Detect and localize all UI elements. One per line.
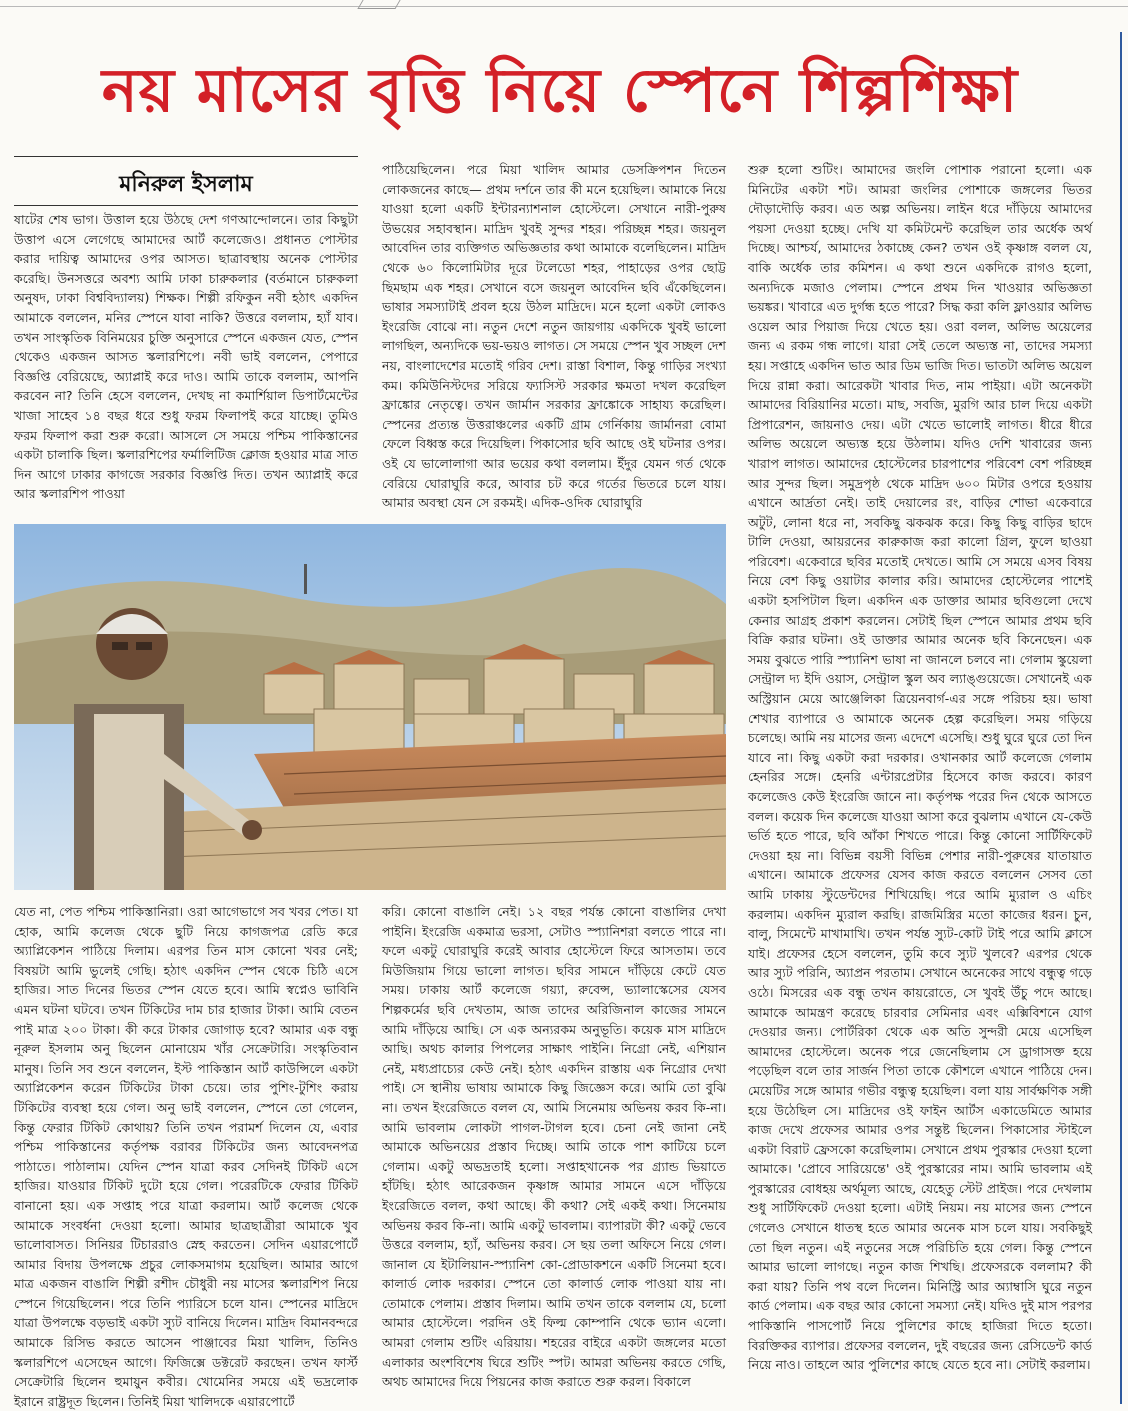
byline: মনিরুল ইসলাম xyxy=(119,171,253,197)
article-column-1-bottom xyxy=(14,902,358,1409)
photo xyxy=(14,524,726,890)
paragraph: পাঠিয়েছিলেন। পরে মিয়া খালিদ আমার ডেসক্রিপশন দিতেন লোকজনের কাছে— প্রথম দর্শনে তার কী মনে হয়েছিল। আমাকে নিয়ে যাওয়া হলো একটি ইন্টারন্যাশনাল হোস্টেলে। সেখানে নারী-পুরুষ উভয়ের সহাবস্থান। মাদ্রিদ খুবই সুন্দর শহর। পরিচ্ছন্ন শহর। জয়নুল আবেদিন তার ব্যক্তিগত অভিজ্ঞতার কথা আমাকে বলেছিলেন। মাদ্রিদ থেকে ৬০ কিলোমিটার দূরে টলেডো শহর, পাহাড়ের ওপর ছোট্ট ছিমছাম এক শহর। সেখানে বসে জয়নুল আবেদিন ছবি এঁকেছিলেন। ভাষার সমস্যাটাই প্রবল হয়ে উঠল মাদ্রিদে। মনে হলো একটা লোকও ইংরেজি বোঝে না। নতুন দেশে নতুন জায়গায় একদিকে খুবই ভালো লাগছিল, অন্যদিকে ভয়-ভয়ও লাগত। সে সময়ে স্পেন খুব সচ্ছল দেশ নয়, বাংলাদেশের মতোই গরিব দেশ। রাস্তা বিশাল, কিন্তু গাড়ির সংখ্যা কম। কমিউনিস্টদের সরিয়ে ফ্যাসিস্ট সরকার ক্ষমতা দখল করেছিল ফ্রাঙ্কোর নেতৃত্বে। তখন জার্মান সরকার ফ্রাঙ্কোকে সাহায্য করেছিল। স্পেনের প্রত্যন্ত উত্তরাঞ্চলের একটি গ্রাম গের্নিকায় জার্মানরা বোমা ফেলে বিধ্বস্ত করে দিয়েছিল। পিকাসোর ছবি আছে ওই ঘটনার ওপর। ওই যে ভালোলাগা আর ভয়ের কথা বললাম। ইঁদুর যেমন গর্ত থেকে বেরিয়ে ঘোরাঘুরি করে, আবার চট করে গর্তের ভিতরে চলে যায়। আমার অবস্থা যেন সে রকমই। এদিক-ওদিক ঘোরাঘুরি xyxy=(382,162,726,511)
article-column-2-top xyxy=(382,160,726,518)
headline: নয় মাসের বৃত্তি নিয়ে স্পেনে শিল্পশিক্ষা xyxy=(101,56,1019,126)
top-rule xyxy=(0,0,1128,7)
photo-artist-on-rooftop-icon xyxy=(14,524,726,890)
top-tab-decoration xyxy=(357,0,400,9)
byline-box xyxy=(14,156,358,206)
article-column-3 xyxy=(748,160,1092,1398)
paragraph: ষাটের শেষ ভাগ। উত্তাল হয়ে উঠছে দেশ গণআন্দোলনে। তার কিছুটা উত্তাপ এসে লেগেছে আমাদের আর্ট কলেজেও। প্রধানত পোস্টার করার দায়িত্ব আমাদের ওপর আসত। ছাত্রাবস্থায় অনেক পোস্টার করেছি। উনসত্তরে অবশ্য আমি ঢাকা চারুকলার (বর্তমানে চারুকলা অনুষদ, ঢাকা বিশ্ববিদ্যালয়) শিক্ষক। শিল্পী রফিকুন নবী হঠাৎ একদিন আমাকে বললেন, মনির স্পেনে যাবা নাকি? উত্তরে বললাম, হ্যাঁ যাব। তখন সাংস্কৃতিক বিনিময়ের চুক্তি অনুসারে স্পেনে একজন যেত, স্পেন থেকেও একজন আসত স্কলারশিপে। নবী ভাই বললেন, পেপারে বিজ্ঞপ্তি বেরিয়েছে, অ্যাপ্লাই করে দাও। আমি তাকে বললাম, আপনি করবেন না? তিনি হেসে বললেন, দেখছ না কমার্শিয়াল ডিপার্টমেন্টের খাজা সাহেব ১৪ বছর ধরে শুধু ফরম ফিলাপই করে যাচ্ছে। তুমিও ফরম ফিলাপ করা শুরু করো। আসলে সে সময়ে পশ্চিম পাকিস্তানের একটা চালাকি ছিল। স্কলারশিপের ফর্মালিটিজ ক্লোজ হওয়ার মাত্র সাত দিন আগে ঢাকার কাগজে সরকার বিজ্ঞপ্তি দিত। তখন অ্যাপ্লাই করে আর স্কলারশিপ পাওয়া xyxy=(14,212,358,502)
right-accent-bar xyxy=(1120,32,1128,1404)
article-column-1-top xyxy=(14,210,358,518)
article-column-2-bottom xyxy=(382,902,726,1398)
paragraph: শুরু হলো শুটিং। আমাদের জংলি পোশাক পরানো হলো। এক মিনিটের একটা শট। আমরা জংলির পোশাকে জঙ্গলের ভিতর দৌড়াদৌড়ি করব। এত অল্প অভিনয়। লাইন ধরে দাঁড়িয়ে আমাদের পয়সা দেওয়া হচ্ছে। দেখি যা কমিটমেন্ট করেছিল তার অর্ধেক অর্থ দিচ্ছে। আশ্চর্য, আমাদের ঠকাচ্ছে কেন? তখন ওই কৃষ্ণাঙ্গ বলল যে, বাকি অর্ধেক তার কমিশন। এ কথা শুনে একদিকে রাগও হলো, অন্যদিকে মজাও পেলাম। স্পেনে প্রথম দিন খাওয়ার অভিজ্ঞতা ভয়ঙ্কর। খাবারে এত দুর্গন্ধ হতে পারে? সিদ্ধ করা কলি ফ্লাওয়ার অলিভ ওয়েল আর পিয়াজ দিয়ে খেতে হয়। ওরা বলল, অলিভ অয়েলের জন্য এ রকম গন্ধ লাগে। যারা সেই তেলে অভ্যস্ত না, তাদের সমস্যা হয়। সপ্তাহে একদিন ভাত আর ডিম ভাজি দিত। ভাতটা অলিভ অয়েল দিয়ে রান্না করা। আরেকটা খাবার দিত, নাম পাইয়া। এটা অনেকটা আমাদের বিরিয়ানির মতো। মাছ, সবজি, মুরগি আর চাল দিয়ে একটা প্রিপারেশন, জায়নাও দেয়। এটা খেতে ভালোই লাগত। ধীরে ধীরে অলিভ অয়েলে অভ্যস্ত হয়ে উঠলাম। যদিও দেশি খাবারের জন্য খারাপ লাগত। আমাদের হোস্টেলের চারপাশের পরিবেশ বেশ পরিচ্ছন্ন আর সুন্দর ছিল। সমুদ্রপৃষ্ঠ থেকে মাদ্রিদ ৬০০ মিটার ওপরে হওয়ায় এখানে আর্দ্রতা নেই। তাই দেয়ালের রং, বাড়ির শোভা একেবারে অটুট, লোনা ধরে না, সবকিছু ঝকঝক করে। কিছু কিছু বাড়ির ছাদে টালি দেওয়া, আয়রনের কারুকাজ করা কালো গ্রিল, ফুলে ছাওয়া পরিবেশ। একেবারে ছবির মতোই দেখতে। আমি সে সময়ে এসব বিষয় নিয়ে বেশ কিছু ওয়াটার কালার করি। আমাদের হোস্টেলের পাশেই একটা হসপিটাল ছিল। একদিন এক ডাক্তার আমার ছবিগুলো দেখে কেনার আগ্রহ প্রকাশ করলেন। সেটাই ছিল স্পেনে আমার প্রথম ছবি বিক্রি করার ঘটনা। ওই ডাক্তার আমার অনেক ছবি কিনেছেন। এক সময় বুঝতে পারি স্প্যানিশ ভাষা না জানলে চলবে না। গেলাম স্কুয়েলা সেন্ট্রাল দ্য ইদি ওয়াস, সেন্ট্রাল স্কুল অব ল্যাঙ্গুয়েজে। সেখানেই এক অস্ট্রিয়ান মেয়ে আঞ্জেলিকা ত্রিয়েনবার্গ-এর সঙ্গে পরিচয় হয়। ভাষা শেখার ব্যাপারে ও আমাকে অনেক হেল্প করেছিল। সময় গড়িয়ে চলেছে। আমি নয় মাসের জন্য এদেশে এসেছি। শুধু ঘুরে ঘুরে তো দিন যাবে না। কিছু একটা করা দরকার। ওখানকার আর্ট কলেজে গেলাম হেনরির সঙ্গে। হেনরি এন্টারপ্রেটার হিসেবে কাজ করবে। কারণ কলেজেও কেউ ইংরেজি জানে না। কর্তৃপক্ষ পরের দিন থেকে আসতে বলল। কয়েক দিন কলেজে যাওয়া আসা করে বুঝলাম এখানে যে-কেউ ভর্তি হতে পারে, ছবি আঁকা শিখতে পারে। কিন্তু কোনো সার্টিফিকেট দেওয়া হয় না। বিভিন্ন বয়সী বিভিন্ন পেশার নারী-পুরুষের যাতায়াত এখানে। আমাকে প্রফেসর যেসব কাজ করতে বললেন সেসব তো আমি ঢাকায় স্টুডেন্টদের শিখিয়েছি। পরে আমি ম্যুরাল ও এচিং করলাম। একদিন ম্যুরাল করছি। রাজমিস্ত্রির মতো কাজের ধরন। চুন, বালু, সিমেন্টে মাখামাখি। তখন পর্যন্ত স্যুট-কোট টাই পরে আমি ক্লাসে যাই। প্রফেসর হেসে বললেন, তুমি কবে স্যুট খুলবে? এরপর থেকে আর স্যুট পরিনি, অ্যাপ্রন পরতাম। সেখানে অনেকের সাথে বন্ধুত্ব গড়ে ওঠে। মিসরের এক বন্ধু তখন কায়রোতে, সে খুবই উঁচু পদে আছে। আমাকে আমন্ত্রণ করেছে চারবার সেমিনার এবং এক্সিবিশনে যোগ দেওয়ার জন্য। পোর্টরিকা থেকে এক অতি সুন্দরী মেয়ে এসেছিল আমাদের হোস্টেলে। অনেক পরে জেনেছিলাম সে ড্রাগাসক্ত হয়ে পড়েছিল বলে তার সার্জন পিতা তাকে কৌশলে এখানে পাঠিয়ে দেন। মেয়েটির সঙ্গে আমার গভীর বন্ধুত্ব হয়েছিল। বলা যায় সার্বক্ষণিক সঙ্গী হয়ে উঠেছিল সে। মাদ্রিদের ওই ফাইন আর্টস একাডেমিতে আমার কাজ দেখে প্রফেসর আমার ওপর সন্তুষ্ট ছিলেন। পিকাসোর স্টাইলে একটা বিরাট ফ্রেসকো করেছিলাম। সেখানে প্রথম পুরস্কার দেওয়া হলো আমাকে। 'প্রোবে সারিয়েন্তে' ওই পুরস্কারের নাম। আমি ভাবলাম এই পুরস্কারের বোধহয় অর্থমূল্য আছে, যেহেতু স্টেট প্রাইজ। পরে দেখলাম শুধু সার্টিফিকেট দেওয়া হলো। এটাই নিয়ম। নয় মাসের জন্য স্পেনে গেলেও সেখানে ধাতস্থ হতে আমার অনেক মাস চলে যায়। সবকিছুই তো ছিল নতুন। এই নতুনের সঙ্গে পরিচিতি হয়ে গেল। কিন্তু স্পেনে আমার ভালো লাগছে। নতুন কাজ শিখছি। প্রফেসরকে বললাম? কী করা যায়? তিনি পথ বলে দিলেন। মিনিস্ট্রি আর অ্যাম্বাসি ঘুরে নতুন কার্ড পেলাম। এক বছর আর কোনো সমস্যা নেই। যদিও দুই মাস পরপর পাকিস্তানি পাসপোর্ট নিয়ে পুলিশের কাছে হাজিরা দিতে হতো। বিরক্তিকর ব্যাপার। প্রফেসর বললেন, দুই বছরের জন্য রেসিডেন্ট কার্ড নিয়ে নাও। তাহলে আর পুলিশের কাছে যেতে হবে না। সেটাই করলাম। xyxy=(748,162,1092,1373)
paragraph: করি। কোনো বাঙালি নেই। ১২ বছর পর্যন্ত কোনো বাঙালির দেখা পাইনি। ইংরেজি একমাত্র ভরসা, সেটাও স্প্যানিশরা বলতে পারে না। ফলে একটু ঘোরাঘুরি করেই আবার হোস্টেলে ফিরে আসতাম। তবে মিউজিয়াম গিয়ে ভালো লাগত। ছবির সামনে দাঁড়িয়ে কেটে যেত সময়। ঢাকায় আর্ট কলেজে গয়্যা, রুবেন্স, ভ্যালাস্কেসের যেসব শিল্পকর্মের ছবি দেখতাম, আজ তাদের অরিজিনাল কাজের সামনে আমি দাঁড়িয়ে আছি। সে এক অন্যরকম অনুভূতি। কয়েক মাস মাদ্রিদে আছি। অথচ কালার পিপলের সাক্ষাৎ পাইনি। নিগ্রো নেই, এশিয়ান নেই, মধ্যপ্রাচ্যের কেউ নেই। হঠাৎ একদিন রাস্তায় এক নিগ্রোর দেখা পাই। সে স্থানীয় ভাষায় আমাকে কিছু জিজ্ঞেস করে। আমি তো বুঝি না। তখন ইংরেজিতে বলল যে, আমি সিনেমায় অভিনয় করব কি-না। আমি ভাবলাম লোকটা পাগল-টাগল হবে। চেনা নেই জানা নেই আমাকে অভিনয়ের প্রস্তাব দিচ্ছে। আমি তাকে পাশ কাটিয়ে চলে গেলাম। একটু অভদ্রতাই হলো। সপ্তাহখানেক পর গ্র্যান্ড ভিয়াতে হাঁটছি। হঠাৎ আরেকজন কৃষ্ণাঙ্গ আমার সামনে এসে দাঁড়িয়ে ইংরেজিতে বলল, কথা আছে। কী কথা? সেই একই কথা। সিনেমায় অভিনয় করব কি-না। আমি একটু ভাবলাম। ব্যাপারটা কী? একটু ভেবে উত্তরে বললাম, হ্যাঁ, অভিনয় করব। সে ছয় তলা অফিসে নিয়ে গেল। জানাল যে ইটালিয়ান-স্প্যানিশ কো-প্রোডাকশনে একটি সিনেমা হবে। কালার্ড লোক দরকার। স্পেনে তো কালার্ড লোক পাওয়া যায় না। তোমাকে পেলাম। প্রস্তাব দিলাম। আমি তখন তাকে বললাম যে, চলো আমার হোস্টেলে। পরদিন ওই ফিল্ম কোম্পানি থেকে ভ্যান এলো। আমরা গেলাম শুটিং এরিয়ায়। শহরের বাইরে একটা জঙ্গলের মতো এলাকার অংশবিশেষ ঘিরে শুটিং স্পট। আমরা অভিনয় করতে গেছি, অথচ আমাদের দিয়ে পিয়নের কাজ করাতে শুরু করল। বিকালে xyxy=(382,904,726,1390)
paragraph: যেত না, পেত পশ্চিম পাকিস্তানিরা। ওরা আগেভাগে সব খবর পেত। যা হোক, আমি কলেজ থেকে ছুটি নিয়ে কাগজপত্র রেডি করে অ্যাপ্লিকেশন পাঠিয়ে দিলাম। এরপর তিন মাস কোনো খবর নেই; বিষয়টা আমি ভুলেই গেছি। হঠাৎ একদিন স্পেন থেকে চিঠি এসে হাজির। সাত দিনের ভিতর স্পেন যেতে হবে। আমি স্বপ্নেও ভাবিনি এমন ঘটনা ঘটবে। তখন টিকিটের দাম চার হাজার টাকা। আমি বেতন পাই মাত্র ২০০ টাকা। কী করে টাকার জোগাড় হবে? আমার এক বন্ধু নূরুল ইসলাম অনু ছিলেন মোনায়েম খাঁর সেক্রেটারি। সংস্কৃতিবান মানুষ। তিনি সব শুনে বললেন, ইস্ট পাকিস্তান আর্ট কাউন্সিলে একটা অ্যাপ্লিকেশন করেন টিকিটের টাকা চেয়ে। তার পুশিং-টুশিং করায় টিকিটের ব্যবস্থা হয়ে গেল। অনু ভাই বললেন, স্পেনে তো গেলেন, কিন্তু ফেরার টিকিট কোথায়? তিনি তখন পরামর্শ দিলেন যে, এবার পশ্চিম পাকিস্তানের কর্তৃপক্ষ বরাবর টিকিটের জন্য আবেদনপত্র পাঠাতে। পাঠালাম। যেদিন স্পেন যাত্রা করব সেদিনই টিকিট এসে হাজির। যাওয়ার টিকিট দুটো হয়ে গেল। পরেরটিকে ফেরার টিকিট বানানো হয়। এক সপ্তাহ পরে যাত্রা করলাম। আর্ট কলেজ থেকে আমাকে সংবর্ধনা দেওয়া হলো। আমার ছাত্রছাত্রীরা আমাকে খুব ভালোবাসত। সিনিয়র টিচাররাও স্নেহ করতেন। সেদিন এয়ারপোর্টে আমার বিদায় উপলক্ষে প্রচুর লোকসমাগম হয়েছিল। আমার আগে মাত্র একজন বাঙালি শিল্পী রশীদ চৌধুরী নয় মাসের স্কলারশিপ নিয়ে স্পেনে গিয়েছিলেন। পরে তিনি প্যারিসে চলে যান। স্পেনের মাদ্রিদে যাত্রা উপলক্ষে বড়ভাই একটা স্যুট বানিয়ে দিলেন। মাদ্রিদ বিমানবন্দরে আমাকে রিসিভ করতে আসেন পাঞ্জাবের মিয়া খালিদ, তিনিও স্কলারশিপে এসেছেন আগে। ফিজিক্সে ডক্টরেট করছেন। তখন ফার্স্ট সেক্রেটারি ছিলেন হুমায়ুন কবীর। খোমেনির সময়ে এই ভদ্রলোক ইরানে রাষ্ট্রদূত ছিলেন। তিনিই মিয়া খালিদকে এয়ারপোর্টে xyxy=(14,904,358,1409)
